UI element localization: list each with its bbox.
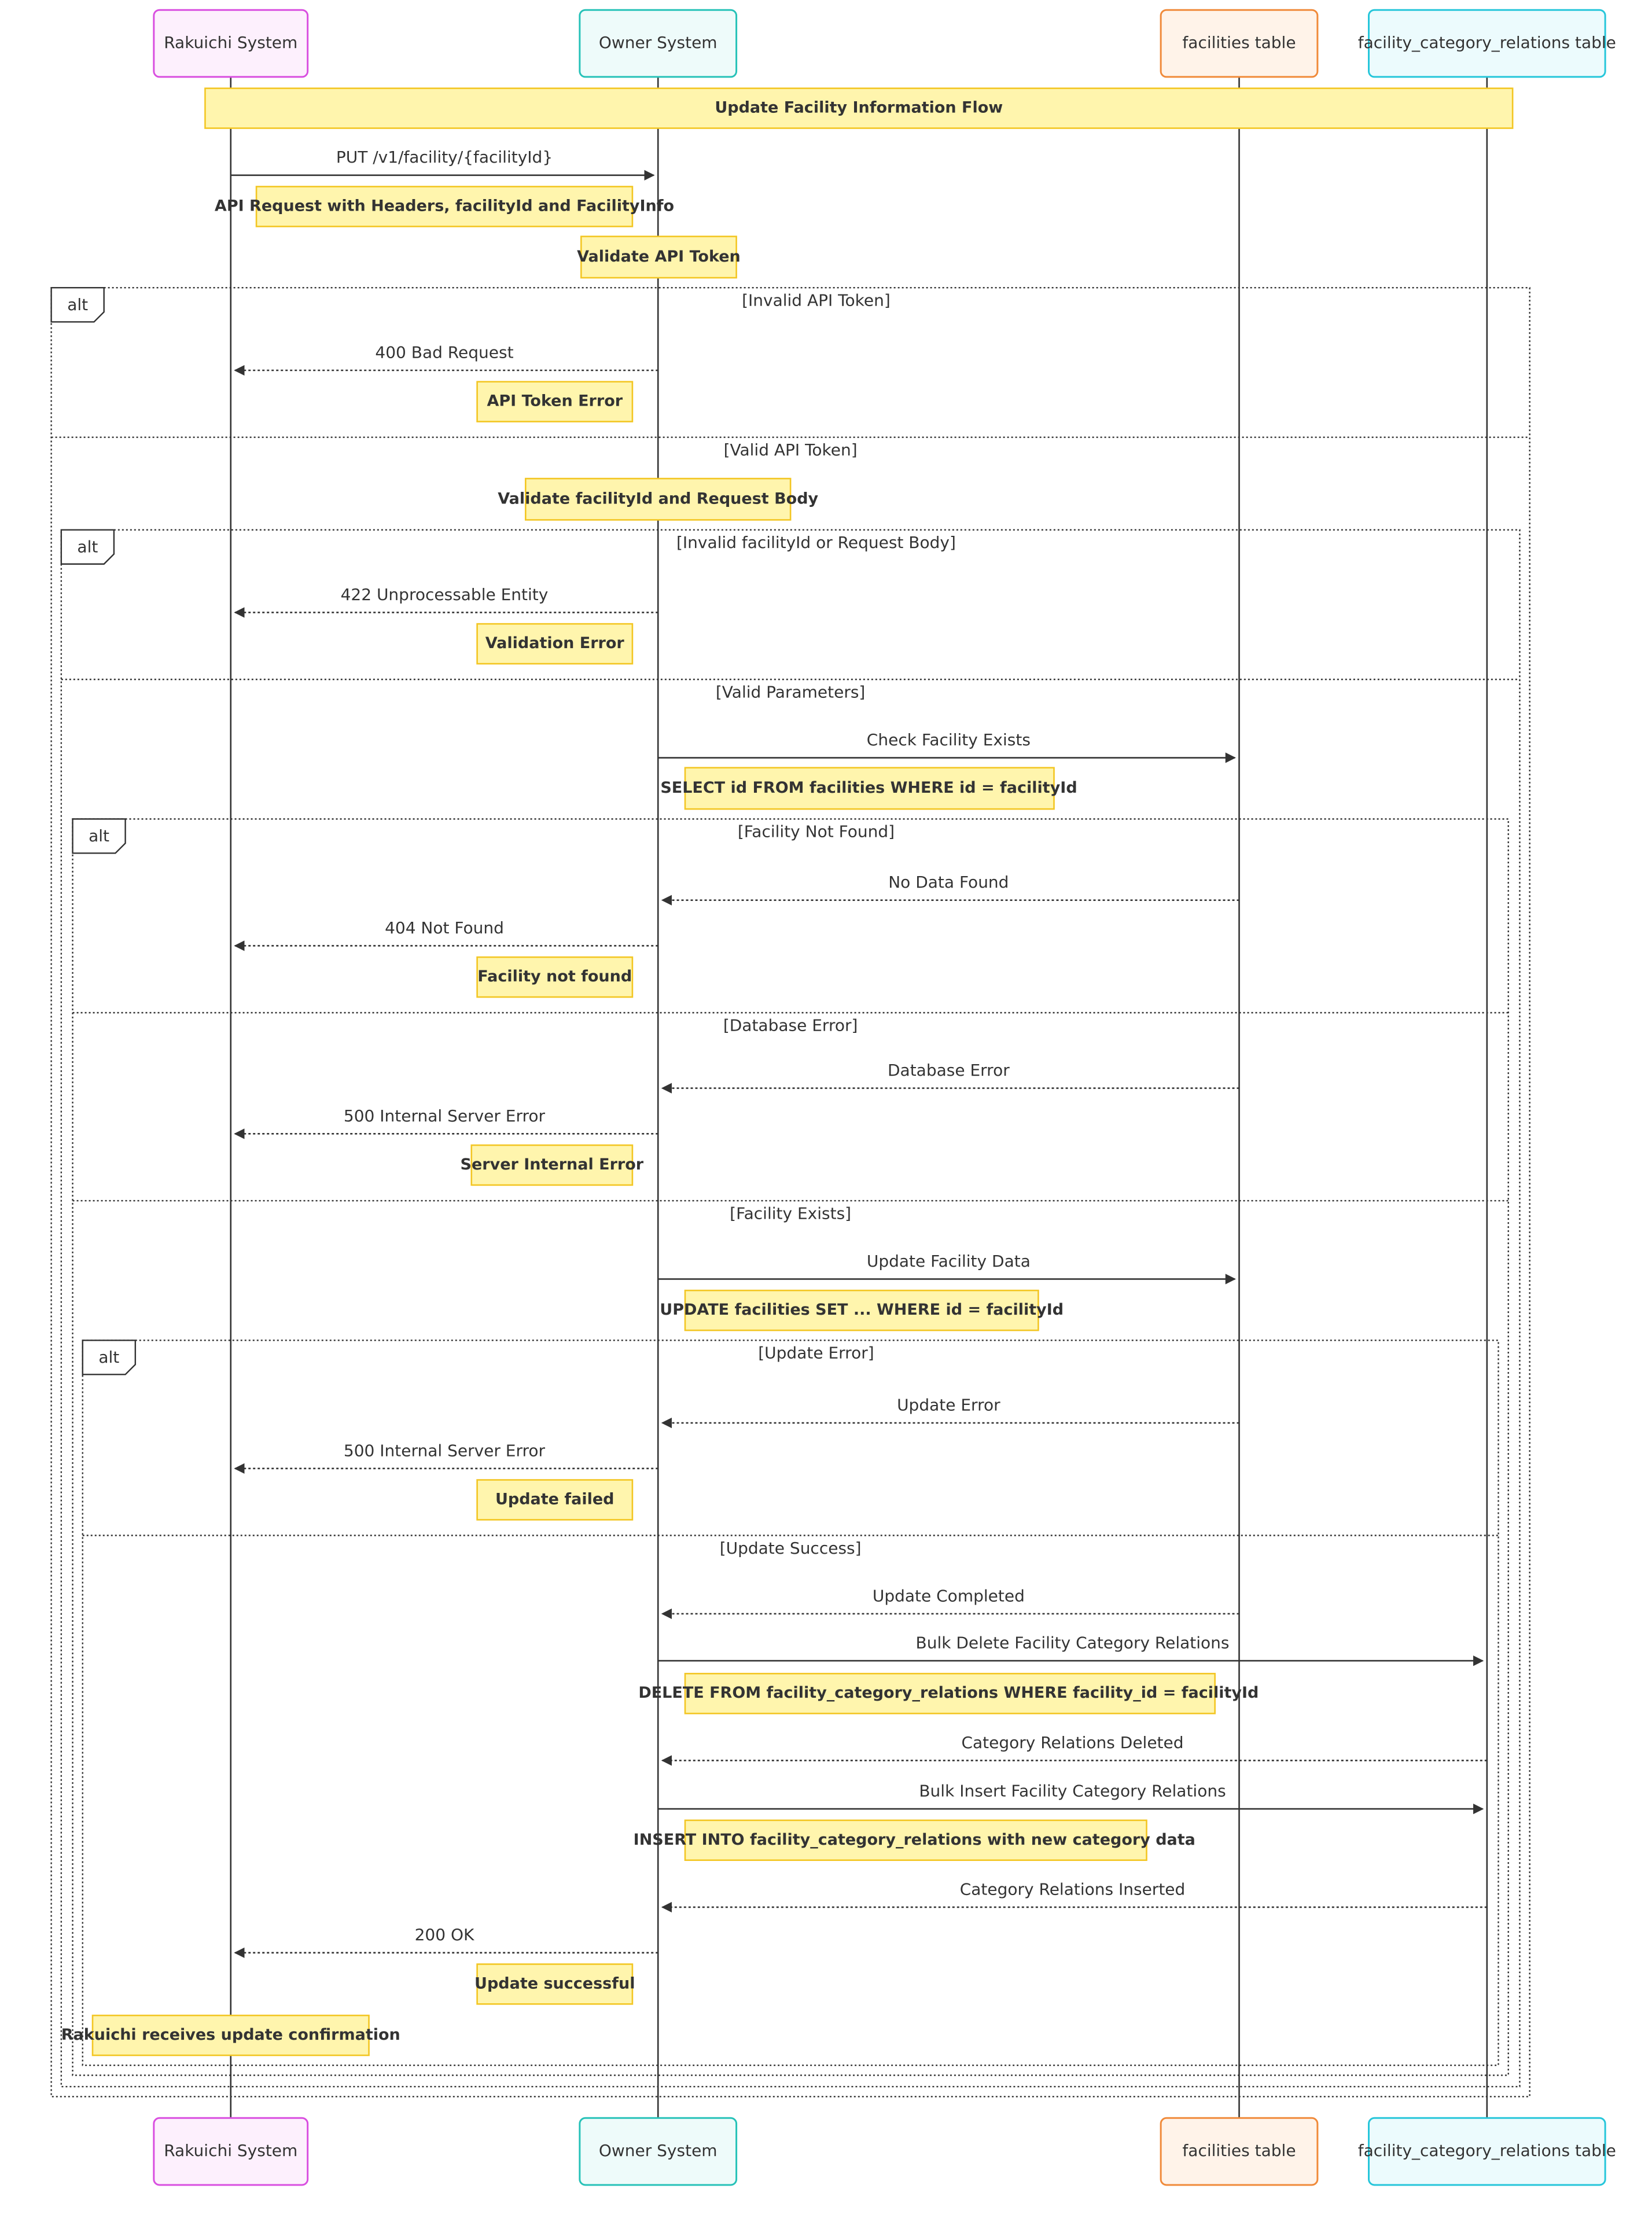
message-label: 200 OK xyxy=(414,1925,474,1945)
alt-condition: [Update Success] xyxy=(719,1538,862,1558)
message xyxy=(663,1061,1239,1088)
message xyxy=(235,918,658,946)
message xyxy=(231,148,654,175)
alt-label: alt xyxy=(77,537,98,557)
actor-label: facility_category_relations table xyxy=(1357,2141,1616,2161)
message-label: 422 Unprocessable Entity xyxy=(340,584,549,604)
note-label: Rakuichi receives update confirmation xyxy=(61,2025,400,2044)
message xyxy=(663,873,1239,900)
note xyxy=(477,1480,632,1520)
message-label: Check Facility Exists xyxy=(866,730,1031,749)
actor-fcr-bottom xyxy=(1358,2118,1616,2185)
note-label: Validation Error xyxy=(485,634,624,653)
actor-facilities-top xyxy=(1161,10,1318,77)
message-label: 400 Bad Request xyxy=(375,343,514,362)
message xyxy=(235,1106,658,1134)
note-label: Update Facility Information Flow xyxy=(715,98,1003,117)
note-label: SELECT id FROM facilities WHERE id = facilityId xyxy=(660,778,1077,797)
alt-condition: [Invalid facilityId or Request Body] xyxy=(676,533,956,553)
note-label: API Request with Headers, facilityId and FacilityInfo xyxy=(214,197,675,215)
message xyxy=(235,1441,658,1469)
message-label: Bulk Delete Facility Category Relations xyxy=(915,1633,1230,1653)
note-title xyxy=(205,89,1513,128)
note-label: Validate API Token xyxy=(577,247,741,266)
actor-label: Rakuichi System xyxy=(164,33,298,53)
actor-facilities-bottom xyxy=(1161,2118,1318,2185)
message-label: Category Relations Inserted xyxy=(959,1879,1186,1899)
message-label: No Data Found xyxy=(888,873,1009,892)
alt-frame-3 xyxy=(73,819,1508,2075)
message xyxy=(658,730,1235,758)
note-label: Validate facilityId and Request Body xyxy=(498,490,819,508)
message-label: Update Completed xyxy=(872,1586,1025,1606)
actor-rakuichi-top xyxy=(154,10,308,77)
actor-label: facility_category_relations table xyxy=(1357,33,1616,53)
message-label: 500 Internal Server Error xyxy=(343,1441,546,1461)
note-label: Update successful xyxy=(474,1974,635,1993)
actor-rakuichi-bottom xyxy=(154,2118,308,2185)
note xyxy=(474,1964,635,2004)
alt-condition: [Update Error] xyxy=(758,1343,874,1363)
message xyxy=(235,585,658,613)
note xyxy=(477,624,632,664)
message xyxy=(658,1782,1482,1809)
note xyxy=(61,2015,400,2055)
message-label: Update Error xyxy=(897,1395,1000,1415)
message xyxy=(663,1879,1487,1907)
note-label: Update failed xyxy=(495,1490,615,1509)
alt-condition: [Valid API Token] xyxy=(723,440,858,460)
note-label: Server Internal Error xyxy=(460,1156,644,1174)
message xyxy=(235,343,658,370)
note xyxy=(498,479,818,520)
note-label: API Token Error xyxy=(487,392,623,410)
alt-label: alt xyxy=(67,295,89,314)
message-label: 500 Internal Server Error xyxy=(343,1106,546,1125)
message xyxy=(658,1252,1235,1279)
alt-frame-border xyxy=(73,819,1508,2075)
alt-condition: [Facility Exists] xyxy=(730,1204,852,1223)
note-label: UPDATE facilities SET ... WHERE id = facilityId xyxy=(660,1301,1064,1319)
actor-owner-bottom xyxy=(580,2118,737,2185)
message xyxy=(663,1396,1239,1423)
note xyxy=(215,186,674,226)
note xyxy=(477,382,632,422)
alt-condition: [Database Error] xyxy=(723,1016,858,1035)
message-label: Bulk Insert Facility Category Relations xyxy=(919,1781,1226,1801)
message xyxy=(235,1925,658,1953)
alt-label: alt xyxy=(98,1348,120,1367)
actor-label: Owner System xyxy=(598,2141,718,2161)
alt-condition: [Facility Not Found] xyxy=(737,822,895,841)
note xyxy=(477,957,632,997)
message xyxy=(663,1586,1239,1614)
message-label: 404 Not Found xyxy=(385,918,504,937)
message xyxy=(663,1733,1487,1761)
note xyxy=(461,1145,644,1185)
actor-label: facilities table xyxy=(1182,2141,1296,2161)
alt-label: alt xyxy=(89,826,110,846)
actor-owner-top xyxy=(580,10,737,77)
actor-label: Owner System xyxy=(598,33,718,53)
actor-fcr-top xyxy=(1358,10,1616,77)
message-label: Category Relations Deleted xyxy=(961,1732,1184,1752)
message xyxy=(658,1634,1482,1661)
message-label: PUT /v1/facility/{facilityId} xyxy=(336,148,553,167)
note xyxy=(660,1290,1064,1330)
note xyxy=(577,237,741,278)
note-label: DELETE FROM facility_category_relations WHERE facility_id = facilityId xyxy=(638,1684,1259,1702)
actor-label: facilities table xyxy=(1182,33,1296,53)
alt-condition: [Invalid API Token] xyxy=(742,290,891,310)
note-label: INSERT INTO facility_category_relations with new category data xyxy=(633,1830,1195,1849)
note xyxy=(660,768,1077,809)
message-label: Database Error xyxy=(887,1061,1010,1080)
note xyxy=(634,1820,1195,1860)
actor-label: Rakuichi System xyxy=(164,2141,298,2161)
message-label: Update Facility Data xyxy=(866,1251,1031,1271)
note xyxy=(638,1673,1259,1713)
alt-condition: [Valid Parameters] xyxy=(715,682,866,702)
note-label: Facility not found xyxy=(477,967,632,986)
